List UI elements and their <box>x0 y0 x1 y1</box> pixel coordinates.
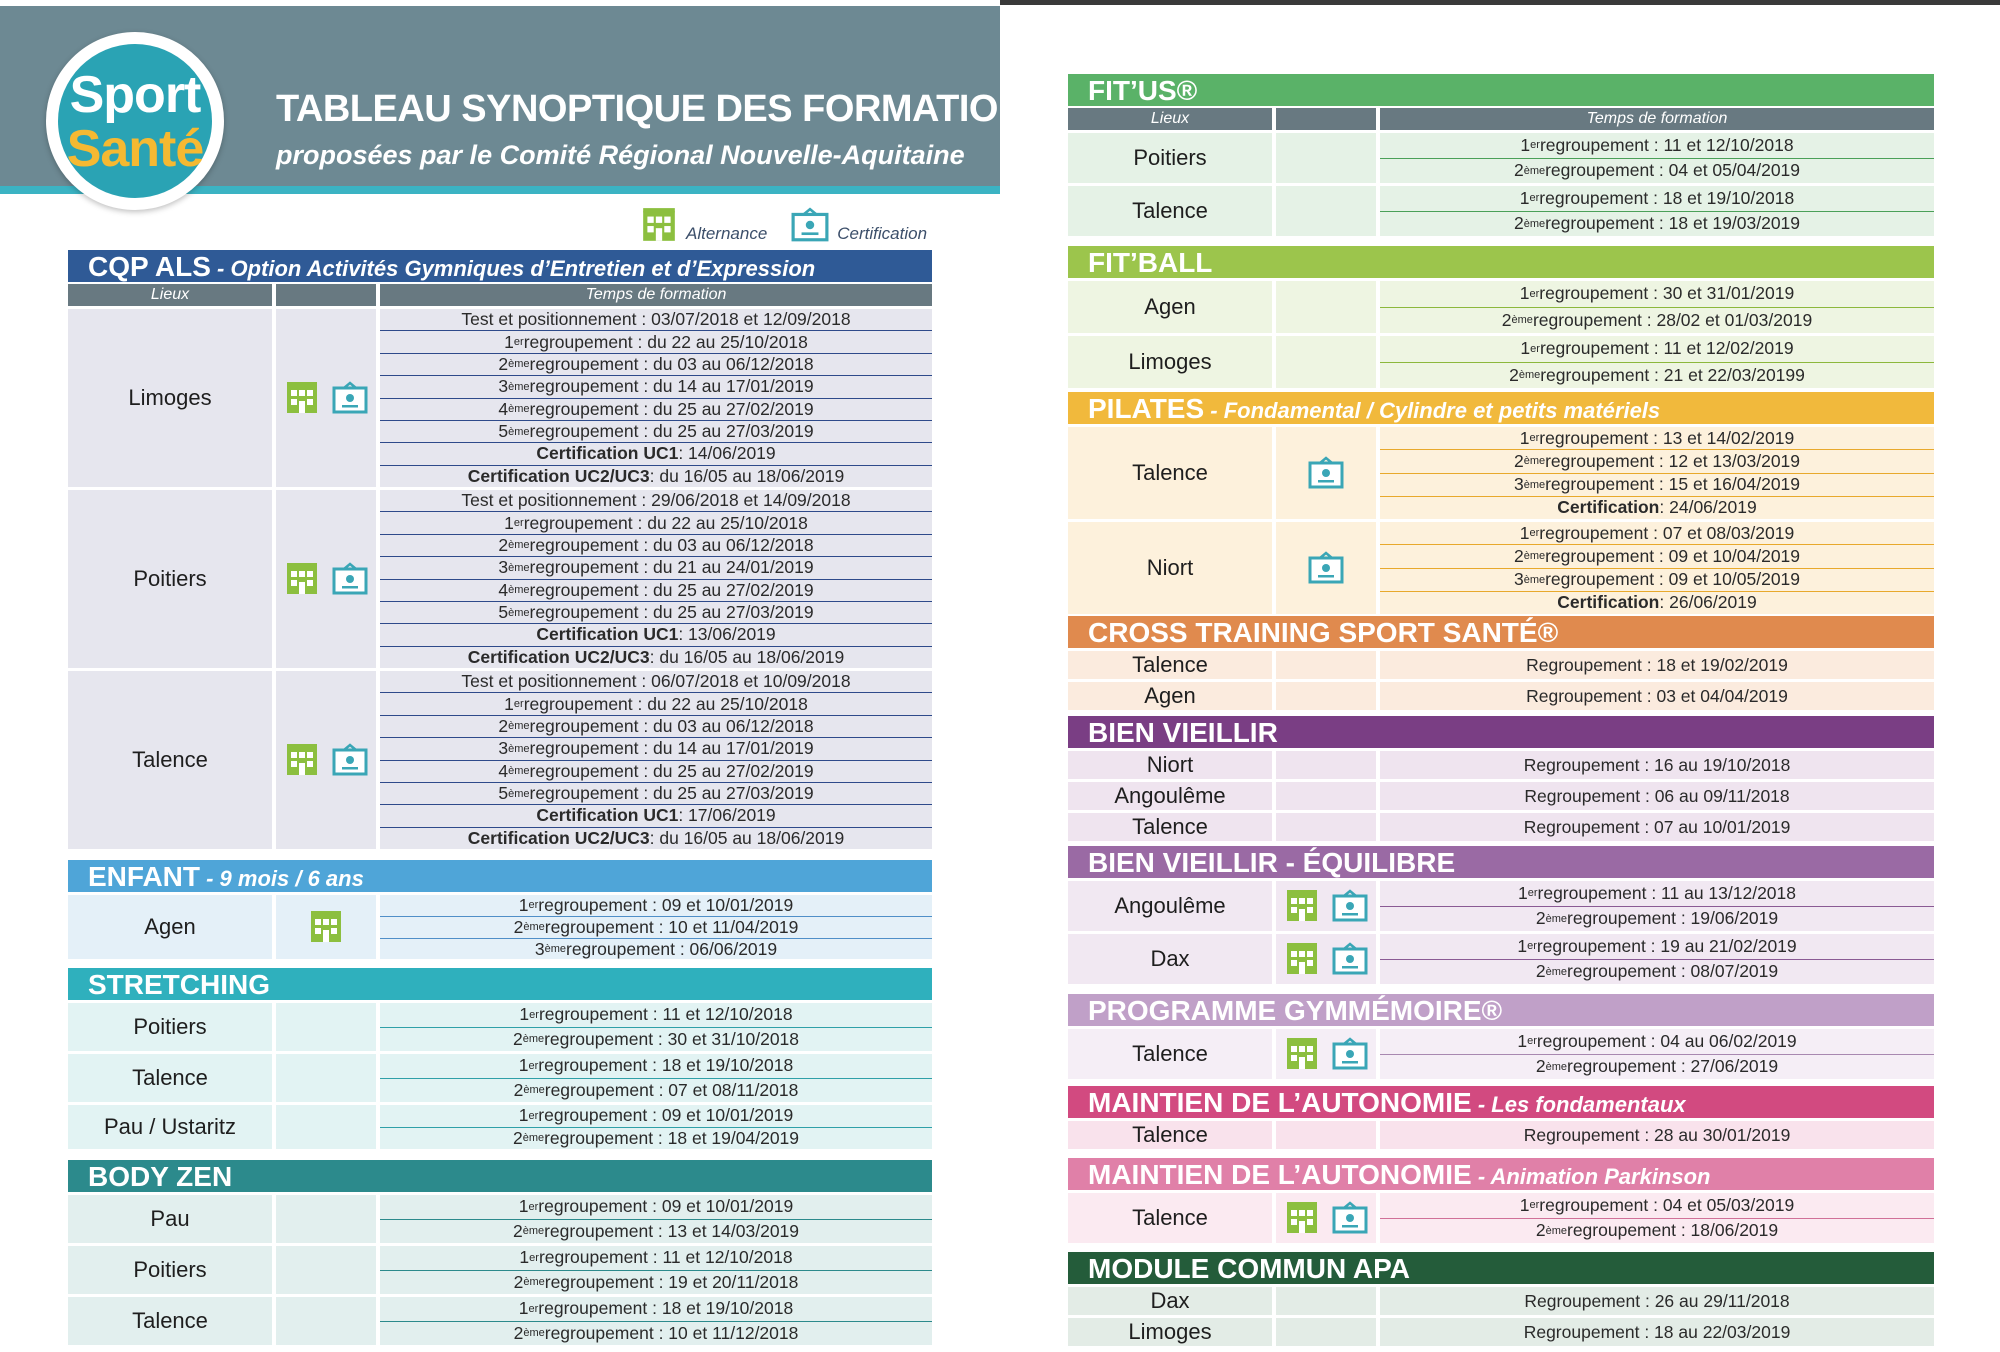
certification-icon <box>332 381 368 415</box>
schedule-line: Certification UC2/UC3 : du 16/05 au 18/06/2019 <box>467 827 845 848</box>
schedule-cell <box>380 309 932 487</box>
table-row <box>68 490 932 668</box>
certification-icon <box>1308 551 1344 585</box>
schedule-line: 2 ème regroupement : 10 et 11/12/2018 <box>513 1322 799 1343</box>
schedule-cell <box>1380 427 1934 519</box>
certification-icon <box>1332 889 1368 923</box>
table-row <box>1068 1029 1934 1079</box>
schedule-line: 2 ème regroupement : 19 et 20/11/2018 <box>513 1271 799 1292</box>
icons-cell <box>1276 881 1376 931</box>
table-row <box>1068 186 1934 236</box>
table-row <box>68 1297 932 1345</box>
table-row <box>1068 133 1934 183</box>
schedule-cell <box>380 895 932 959</box>
icons-cell <box>276 490 376 668</box>
table-row <box>1068 934 1934 984</box>
icons-cell <box>1276 651 1376 679</box>
schedule-line: 2 ème regroupement : 18 et 19/04/2019 <box>512 1127 800 1148</box>
table-row <box>68 1003 932 1051</box>
schedule-line: Regroupement : 26 au 29/11/2018 <box>1524 1290 1790 1311</box>
schedule-cell <box>1380 934 1934 984</box>
icons-cell <box>1276 1121 1376 1149</box>
schedule-line: 3 ème regroupement : du 14 au 17/01/2019 <box>380 738 932 760</box>
alternance-icon <box>1284 889 1320 923</box>
icons-cell <box>1276 751 1376 779</box>
schedule-cell <box>1380 751 1934 779</box>
certification-icon <box>1332 942 1368 976</box>
schedule-cell <box>380 1003 932 1051</box>
certification-icon <box>1332 1037 1368 1071</box>
schedule-line: 1 er regroupement : 19 au 21/02/2019 <box>1380 934 1934 960</box>
table-row <box>1068 1121 1934 1149</box>
sport-sante-logo-disc <box>58 44 212 198</box>
schedule-line: 1 er regroupement : 11 au 13/12/2018 <box>1380 881 1934 907</box>
location-cell: Limoges <box>1068 336 1272 388</box>
icons-cell <box>276 309 376 487</box>
schedule-line: 3 ème regroupement : 15 et 16/04/2019 <box>1380 474 1934 497</box>
icons-cell <box>1276 522 1376 614</box>
section-title-main: MAINTIEN DE L’AUTONOMIE <box>1088 1087 1472 1118</box>
location-cell: Agen <box>1068 281 1272 333</box>
table-row <box>1068 682 1934 710</box>
schedule-line: 1 er regroupement : 09 et 10/01/2019 <box>380 1105 932 1128</box>
section-title <box>68 250 932 282</box>
schedule-line: Certification : 26/06/2019 <box>1557 592 1757 613</box>
schedule-cell <box>1380 186 1934 236</box>
schedule-line: Regroupement : 07 au 10/01/2019 <box>1523 816 1791 837</box>
schedule-line: 4 ème regroupement : du 25 au 27/02/2019 <box>380 761 932 783</box>
location-cell: Talence <box>68 1054 272 1102</box>
schedule-line: Regroupement : 16 au 19/10/2018 <box>1523 754 1791 775</box>
icons-cell <box>276 1003 376 1051</box>
icons-cell <box>1276 782 1376 810</box>
location-cell: Talence <box>1068 813 1272 841</box>
schedule-cell <box>1380 336 1934 388</box>
schedule-line: Certification UC1 : 14/06/2019 <box>380 443 932 465</box>
location-cell: Limoges <box>68 309 272 487</box>
table-row <box>68 1195 932 1243</box>
location-cell: Talence <box>68 1297 272 1345</box>
table-row <box>1068 651 1934 679</box>
section-title <box>1068 392 1934 424</box>
section-title-main: STRETCHING <box>88 969 270 1000</box>
schedule-line: 2 ème regroupement : du 03 au 06/12/2018 <box>380 535 932 557</box>
section-title-main: ENFANT <box>88 861 200 892</box>
legend-certification <box>791 204 927 244</box>
schedule-line: 1 er regroupement : 09 et 10/01/2019 <box>380 1195 932 1220</box>
certification-icon <box>791 206 829 244</box>
location-cell: Agen <box>1068 682 1272 710</box>
section-cross-training-sport-sante <box>1068 616 1934 710</box>
schedule-cell <box>1380 1318 1934 1346</box>
schedule-line: 2 ème regroupement : 19/06/2019 <box>1535 908 1779 929</box>
section-title <box>1068 994 1934 1026</box>
column-header-temps: Temps de formation <box>1380 108 1934 130</box>
column-header-row <box>1068 108 1934 130</box>
section-title-sub: - Option Activités Gymniques d’Entretien et d’Expression <box>210 256 816 281</box>
schedule-line: 3 ème regroupement : 06/06/2019 <box>534 938 778 959</box>
location-cell: Pau <box>68 1195 272 1243</box>
icons-cell <box>276 1246 376 1294</box>
legend-alternance-label: Alternance <box>686 224 768 243</box>
certification-icon <box>332 743 368 777</box>
column-header-temps: Temps de formation <box>380 284 932 306</box>
section-title <box>1068 1252 1934 1284</box>
schedule-line: 1 er regroupement : 11 et 12/02/2019 <box>1380 336 1934 363</box>
schedule-line: Certification UC2/UC3 : du 16/05 au 18/06/2019 <box>467 646 845 667</box>
schedule-cell <box>1380 1029 1934 1079</box>
schedule-line: Test et positionnement : 03/07/2018 et 12/09/2018 <box>380 309 932 331</box>
table-row <box>68 1105 932 1149</box>
schedule-line: 1 er regroupement : 11 et 12/10/2018 <box>380 1246 932 1271</box>
section-module-commun-apa <box>1068 1252 1934 1346</box>
column-header-icons <box>1276 108 1376 130</box>
schedule-line: 1 er regroupement : 18 et 19/10/2018 <box>380 1054 932 1079</box>
section-title <box>68 1160 932 1192</box>
logo-line-sport: Sport <box>69 66 201 124</box>
section-title-main: FIT’BALL <box>1088 247 1213 278</box>
logo-line-sante: Santé <box>66 120 204 178</box>
icons-cell <box>276 1297 376 1345</box>
schedule-cell <box>1380 813 1934 841</box>
alternance-icon <box>284 381 320 415</box>
location-cell: Poitiers <box>1068 133 1272 183</box>
schedule-line: 2 ème regroupement : 07 et 08/11/2018 <box>513 1079 799 1100</box>
section-title <box>1068 846 1934 878</box>
schedule-line: 1 er regroupement : 09 et 10/01/2019 <box>380 895 932 917</box>
schedule-cell <box>380 1105 932 1149</box>
location-cell: Talence <box>1068 186 1272 236</box>
schedule-line: Certification : 24/06/2019 <box>1557 497 1757 518</box>
section-title <box>1068 1086 1934 1118</box>
certification-icon <box>332 562 368 596</box>
icons-cell <box>1276 336 1376 388</box>
section-pilates-fondamental-cylindre-et-petits-materiels <box>1068 392 1934 614</box>
schedule-line: Regroupement : 28 au 30/01/2019 <box>1523 1124 1791 1145</box>
certification-icon <box>1332 1201 1368 1235</box>
schedule-line: 2 ème regroupement : 13 et 14/03/2019 <box>512 1220 800 1241</box>
location-cell: Angoulême <box>1068 881 1272 931</box>
schedule-cell <box>1380 1121 1934 1149</box>
schedule-line: 2 ème regroupement : 18/06/2019 <box>1535 1220 1779 1241</box>
icons-cell <box>1276 1287 1376 1315</box>
schedule-cell <box>1380 133 1934 183</box>
schedule-line: Certification UC1 : 13/06/2019 <box>380 624 932 646</box>
section-title-main: FIT’US® <box>1088 75 1198 106</box>
section-title-main: BODY ZEN <box>88 1161 233 1192</box>
section-bien-vieillir-equilibre <box>1068 846 1934 984</box>
schedule-cell <box>380 1195 932 1243</box>
schedule-line: 2 ème regroupement : 09 et 10/04/2019 <box>1380 545 1934 568</box>
section-title-main: CROSS TRAINING SPORT SANTÉ® <box>1088 617 1559 648</box>
section-title <box>1068 1158 1934 1190</box>
section-title-main: MODULE COMMUN APA <box>1088 1253 1410 1284</box>
schedule-line: 1 er regroupement : 07 et 08/03/2019 <box>1380 522 1934 545</box>
table-row <box>1068 427 1934 519</box>
schedule-cell <box>1380 682 1934 710</box>
icons-cell <box>1276 1193 1376 1243</box>
icons-cell <box>276 671 376 849</box>
section-title <box>68 860 932 892</box>
schedule-line: 2 ème regroupement : 27/06/2019 <box>1535 1056 1779 1077</box>
location-cell: Poitiers <box>68 490 272 668</box>
schedule-line: 5 ème regroupement : du 25 au 27/03/2019 <box>380 602 932 624</box>
section-programme-gymmemoire <box>1068 994 1934 1079</box>
icons-cell <box>1276 281 1376 333</box>
schedule-line: 2 ème regroupement : 30 et 31/10/2018 <box>512 1028 800 1049</box>
alternance-icon <box>284 562 320 596</box>
table-row <box>68 1054 932 1102</box>
section-title <box>1068 616 1934 648</box>
table-row <box>1068 1193 1934 1243</box>
section-fit-us <box>1068 74 1934 236</box>
icons-cell <box>1276 133 1376 183</box>
top-edge-line <box>1000 0 2000 5</box>
schedule-line: 1 er regroupement : 11 et 12/10/2018 <box>380 1003 932 1028</box>
page-title: TABLEAU SYNOPTIQUE DES FORMATIONS <box>276 88 1050 130</box>
schedule-cell <box>380 1054 932 1102</box>
location-cell: Agen <box>68 895 272 959</box>
table-row <box>1068 336 1934 388</box>
column-header-row <box>68 284 932 306</box>
schedule-line: 3 ème regroupement : du 14 au 17/01/2019 <box>380 376 932 398</box>
schedule-line: Certification UC1 : 17/06/2019 <box>380 805 932 827</box>
section-maintien-de-l-autonomie-animation-parkinson <box>1068 1158 1934 1243</box>
schedule-line: 5 ème regroupement : du 25 au 27/03/2019 <box>380 783 932 805</box>
location-cell: Dax <box>1068 1287 1272 1315</box>
location-cell: Talence <box>1068 651 1272 679</box>
table-row <box>1068 1318 1934 1346</box>
schedule-line: 3 ème regroupement : du 21 au 24/01/2019 <box>380 557 932 579</box>
schedule-line: 2 ème regroupement : 10 et 11/04/2019 <box>380 917 932 939</box>
table-row <box>68 671 932 849</box>
schedule-line: 5 ème regroupement : du 25 au 27/03/2019 <box>380 421 932 443</box>
icons-cell <box>1276 813 1376 841</box>
icons-cell <box>1276 427 1376 519</box>
alternance-icon <box>284 743 320 777</box>
table-row <box>1068 751 1934 779</box>
schedule-line: 1 er regroupement : du 22 au 25/10/2018 <box>380 693 932 715</box>
location-cell: Talence <box>1068 427 1272 519</box>
section-title-sub: - Les fondamentaux <box>1471 1092 1686 1117</box>
icons-cell <box>1276 934 1376 984</box>
schedule-cell <box>380 671 932 849</box>
section-enfant-9-mois-6-ans <box>68 860 932 959</box>
section-maintien-de-l-autonomie-les-fondamentaux <box>1068 1086 1934 1149</box>
table-row <box>1068 881 1934 931</box>
table-row <box>1068 782 1934 810</box>
location-cell: Niort <box>1068 751 1272 779</box>
schedule-line: 2 ème regroupement : du 03 au 06/12/2018 <box>380 716 932 738</box>
location-cell: Pau / Ustaritz <box>68 1105 272 1149</box>
schedule-line: 1 er regroupement : 13 et 14/02/2019 <box>1380 427 1934 450</box>
section-title-sub: - Fondamental / Cylindre et petits matériels <box>1204 398 1661 423</box>
schedule-line: Certification UC2/UC3 : du 16/05 au 18/06/2019 <box>467 465 845 486</box>
schedule-cell <box>1380 281 1934 333</box>
icons-cell <box>276 1105 376 1149</box>
schedule-line: 3 ème regroupement : 09 et 10/05/2019 <box>1380 569 1934 592</box>
location-cell: Angoulême <box>1068 782 1272 810</box>
section-title-main: BIEN VIEILLIR - ÉQUILIBRE <box>1088 847 1456 878</box>
icons-cell <box>1276 682 1376 710</box>
table-row <box>1068 522 1934 614</box>
section-title <box>1068 74 1934 106</box>
icons-cell <box>1276 1029 1376 1079</box>
section-title-main: PILATES <box>1088 393 1205 424</box>
schedule-line: 4 ème regroupement : du 25 au 27/02/2019 <box>380 580 932 602</box>
table-row <box>68 895 932 959</box>
schedule-line: Regroupement : 18 au 22/03/2019 <box>1523 1321 1791 1342</box>
schedule-line: 2 ème regroupement : 21 et 22/03/20199 <box>1509 364 1805 385</box>
location-cell: Limoges <box>1068 1318 1272 1346</box>
icons-cell <box>1276 1318 1376 1346</box>
alternance-icon <box>1284 942 1320 976</box>
alternance-icon <box>308 910 344 944</box>
section-title-main: PROGRAMME GYMMÉMOIRE® <box>1088 995 1503 1026</box>
schedule-line: 1 er regroupement : 04 et 05/03/2019 <box>1380 1193 1934 1219</box>
table-row <box>68 309 932 487</box>
icons-cell <box>276 1195 376 1243</box>
schedule-line: 2 ème regroupement : 04 et 05/04/2019 <box>1513 160 1801 181</box>
icons-cell <box>276 895 376 959</box>
table-row <box>1068 1287 1934 1315</box>
schedule-cell <box>380 1246 932 1294</box>
alternance-icon <box>1284 1037 1320 1071</box>
legend-alternance <box>640 204 767 244</box>
schedule-line: 2 ème regroupement : 08/07/2019 <box>1535 961 1779 982</box>
schedule-line: Regroupement : 18 et 19/02/2019 <box>1526 654 1788 675</box>
schedule-cell <box>1380 881 1934 931</box>
location-cell: Talence <box>1068 1029 1272 1079</box>
section-title <box>1068 716 1934 748</box>
schedule-line: 1 er regroupement : 04 au 06/02/2019 <box>1380 1029 1934 1055</box>
alternance-icon <box>1284 1201 1320 1235</box>
legend-certification-label: Certification <box>837 224 928 243</box>
icons-cell <box>1276 186 1376 236</box>
section-body-zen <box>68 1160 932 1345</box>
schedule-cell <box>1380 1287 1934 1315</box>
schedule-line: 1 er regroupement : 30 et 31/01/2019 <box>1380 281 1934 308</box>
schedule-cell <box>380 490 932 668</box>
column-header-icons <box>276 284 376 306</box>
schedule-line: 1 er regroupement : du 22 au 25/10/2018 <box>380 331 932 353</box>
section-fit-ball <box>1068 246 1934 388</box>
section-title-main: CQP ALS <box>88 251 211 282</box>
location-cell: Niort <box>1068 522 1272 614</box>
section-title <box>68 968 932 1000</box>
location-cell: Dax <box>1068 934 1272 984</box>
location-cell: Poitiers <box>68 1003 272 1051</box>
schedule-cell <box>1380 522 1934 614</box>
schedule-line: 1 er regroupement : 18 et 19/10/2018 <box>1380 186 1934 212</box>
schedule-cell <box>1380 1193 1934 1243</box>
table-row <box>68 1246 932 1294</box>
schedule-line: 2 ème regroupement : 12 et 13/03/2019 <box>1380 450 1934 473</box>
schedule-line: 2 ème regroupement : 28/02 et 01/03/2019 <box>1501 309 1813 330</box>
alternance-icon <box>640 206 678 244</box>
location-cell: Poitiers <box>68 1246 272 1294</box>
column-header-lieux: Lieux <box>1068 108 1272 130</box>
section-title-sub: - Animation Parkinson <box>1471 1164 1711 1189</box>
page-subtitle: proposées par le Comité Régional Nouvelle-Aquitaine <box>276 140 965 170</box>
schedule-line: 2 ème regroupement : du 03 au 06/12/2018 <box>380 354 932 376</box>
location-cell: Talence <box>1068 1121 1272 1149</box>
schedule-line: Test et positionnement : 06/07/2018 et 10/09/2018 <box>380 671 932 693</box>
schedule-line: 1 er regroupement : 18 et 19/10/2018 <box>380 1297 932 1322</box>
table-row <box>1068 281 1934 333</box>
certification-icon <box>1308 456 1344 490</box>
schedule-cell <box>380 1297 932 1345</box>
column-header-lieux: Lieux <box>68 284 272 306</box>
legend <box>640 204 927 244</box>
section-title-sub: - 9 mois / 6 ans <box>200 866 364 891</box>
section-title-main: MAINTIEN DE L’AUTONOMIE <box>1088 1159 1472 1190</box>
section-cqp-als-option-activites-gymniques-d-entretien-et-d-expression <box>68 250 932 849</box>
section-bien-vieillir <box>1068 716 1934 841</box>
schedule-line: Test et positionnement : 29/06/2018 et 14/09/2018 <box>380 490 932 512</box>
section-title-main: BIEN VIEILLIR <box>1088 717 1278 748</box>
schedule-line: Regroupement : 03 et 04/04/2019 <box>1526 685 1788 706</box>
icons-cell <box>276 1054 376 1102</box>
schedule-line: 1 er regroupement : 11 et 12/10/2018 <box>1380 133 1934 159</box>
table-row <box>1068 813 1934 841</box>
schedule-line: Regroupement : 06 au 09/11/2018 <box>1524 785 1790 806</box>
section-stretching <box>68 968 932 1149</box>
schedule-line: 4 ème regroupement : du 25 au 27/02/2019 <box>380 399 932 421</box>
schedule-cell <box>1380 651 1934 679</box>
location-cell: Talence <box>68 671 272 849</box>
schedule-line: 2 ème regroupement : 18 et 19/03/2019 <box>1513 213 1801 234</box>
section-title <box>1068 246 1934 278</box>
schedule-line: 1 er regroupement : du 22 au 25/10/2018 <box>380 512 932 534</box>
location-cell: Talence <box>1068 1193 1272 1243</box>
schedule-cell <box>1380 782 1934 810</box>
